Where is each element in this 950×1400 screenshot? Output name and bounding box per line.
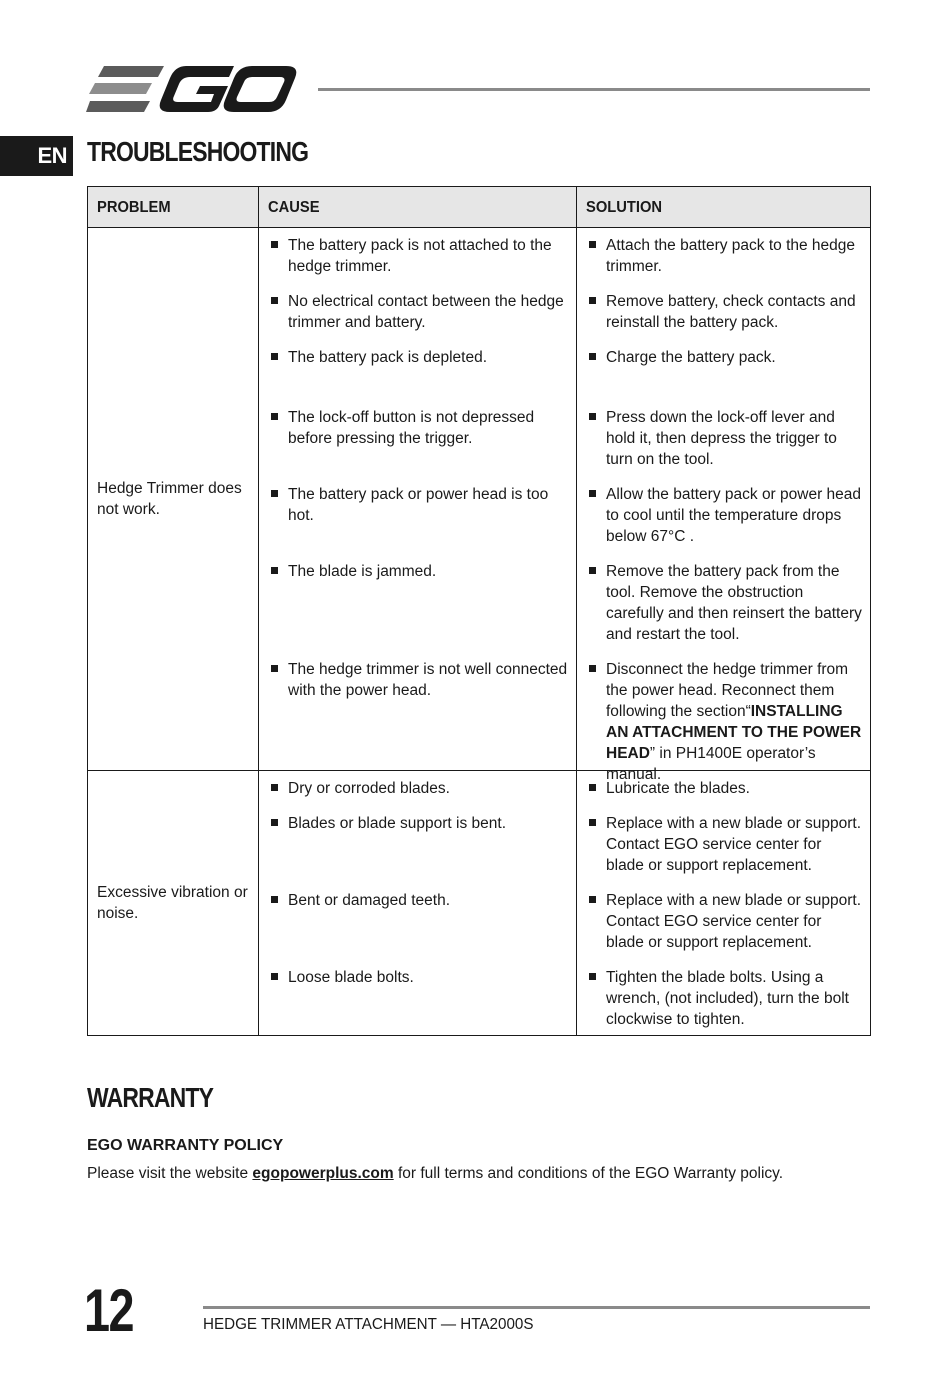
- header-problem: PROBLEM: [88, 187, 259, 228]
- solution-item: Press down the lock-off lever and hold it, then depress the trigger to turn on the tool.: [577, 400, 870, 477]
- bullet-icon: [271, 353, 278, 360]
- bullet-icon: [271, 413, 278, 420]
- solution-item: Replace with a new blade or support. Contact EGO service center for blade or support replacement.: [577, 806, 870, 883]
- table-row: [88, 228, 871, 771]
- bullet-icon: [589, 567, 596, 574]
- cause-item: No electrical contact between the hedge trimmer and battery.: [259, 284, 576, 340]
- troubleshooting-table: [87, 186, 871, 1036]
- solution-item: Lubricate the blades.: [577, 771, 870, 806]
- solution-item: Allow the battery pack or power head to cool until the temperature drops below 67°C .: [577, 477, 870, 554]
- cause-item: The lock-off button is not depressed before pressing the trigger.: [259, 400, 576, 477]
- solution-item: Attach the battery pack to the hedge trimmer.: [577, 228, 870, 284]
- cause-item: Blades or blade support is bent.: [259, 806, 576, 883]
- bullet-icon: [271, 665, 278, 672]
- cause-cell: [259, 771, 577, 1036]
- bullet-icon: [589, 973, 596, 980]
- cause-item: The hedge trimmer is not well connected with the power head.: [259, 652, 576, 770]
- warranty-policy-text: Please visit the website egopowerplus.com for full terms and conditions of the EGO Warranty policy.: [87, 1165, 784, 1182]
- header-cause: CAUSE: [259, 187, 577, 228]
- solution-cell: [577, 771, 871, 1036]
- footer-rule: [203, 1306, 870, 1309]
- bullet-icon: [589, 241, 596, 248]
- cause-item: The battery pack is not attached to the hedge trimmer.: [259, 228, 576, 284]
- bullet-icon: [589, 896, 596, 903]
- bullet-icon: [589, 413, 596, 420]
- problem-cell: Hedge Trimmer does not work.: [88, 228, 259, 771]
- cause-item: The battery pack is depleted.: [259, 340, 576, 400]
- header-solution: SOLUTION: [577, 187, 871, 228]
- table-header-row: [88, 187, 871, 228]
- ego-logo: [86, 64, 298, 114]
- table-row: [88, 771, 871, 1036]
- problem-cell: Excessive vibration or noise.: [88, 771, 259, 1036]
- bullet-icon: [271, 784, 278, 791]
- bullet-icon: [589, 784, 596, 791]
- bullet-icon: [271, 896, 278, 903]
- solution-item: Charge the battery pack.: [577, 340, 870, 400]
- manual-section-reference: INSTALLING AN ATTACHMENT TO THE POWER HEAD: [606, 703, 862, 762]
- bullet-icon: [271, 241, 278, 248]
- bullet-icon: [271, 297, 278, 304]
- bullet-icon: [589, 665, 596, 672]
- cause-item: Bent or damaged teeth.: [259, 883, 576, 960]
- solution-item: Remove battery, check contacts and reinstall the battery pack.: [577, 284, 870, 340]
- warranty-policy-heading: EGO WARRANTY POLICY: [87, 1137, 284, 1154]
- bullet-icon: [271, 973, 278, 980]
- cause-item: Loose blade bolts.: [259, 960, 576, 1035]
- solution-item: Tighten the blade bolts. Using a wrench, (not included), turn the bolt clockwise to tighten.: [577, 960, 870, 1035]
- bullet-icon: [589, 819, 596, 826]
- solution-cell: [577, 228, 871, 783]
- solution-item: Replace with a new blade or support. Contact EGO service center for blade or support replacement.: [577, 883, 870, 960]
- website-link[interactable]: egopowerplus.com: [252, 1165, 394, 1182]
- bullet-icon: [589, 353, 596, 360]
- bullet-icon: [271, 567, 278, 574]
- cause-cell: [259, 228, 577, 771]
- page-number: 12: [84, 1277, 133, 1344]
- troubleshooting-title: TROUBLESHOOTING: [87, 136, 309, 167]
- cause-item: The blade is jammed.: [259, 554, 576, 652]
- bullet-icon: [589, 297, 596, 304]
- solution-item: Disconnect the hedge trimmer from the power head. Reconnect them following the section“INSTALLING AN ATTACHMENT TO THE POWER HEAD” in PH1400E operator’s manual.: [577, 652, 870, 770]
- cause-item: The battery pack or power head is too hot.: [259, 477, 576, 554]
- language-tab: EN: [0, 136, 73, 176]
- cause-item: Dry or corroded blades.: [259, 771, 576, 806]
- header-rule: [318, 88, 870, 91]
- bullet-icon: [589, 490, 596, 497]
- bullet-icon: [271, 819, 278, 826]
- solution-item: Remove the battery pack from the tool. Remove the obstruction carefully and then reinsert the battery and restart the tool.: [577, 554, 870, 652]
- warranty-title: WARRANTY: [87, 1082, 214, 1113]
- footer-text: HEDGE TRIMMER ATTACHMENT — HTA2000S: [203, 1316, 534, 1333]
- bullet-icon: [271, 490, 278, 497]
